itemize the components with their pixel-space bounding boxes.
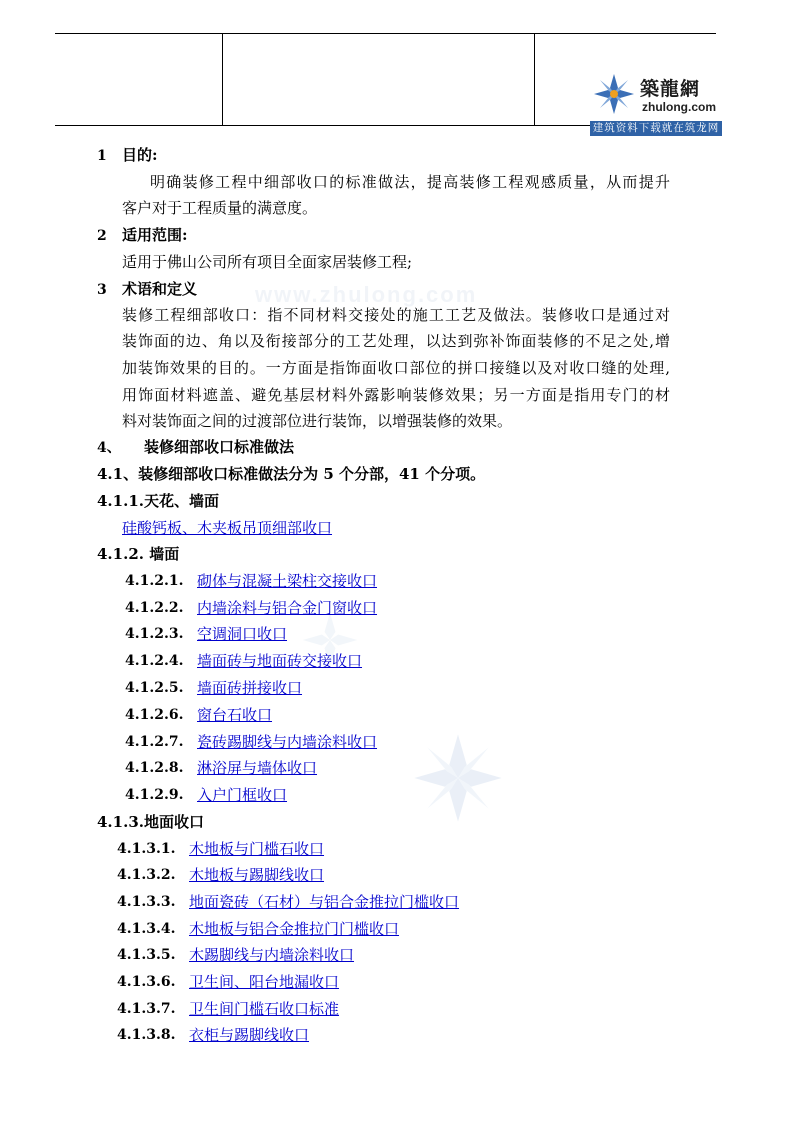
section-1-body-line-1: 明确装修工程中细部收口的标准做法，提高装修工程观感质量，从而提升 [150, 173, 670, 191]
section-2-number: 2 [97, 228, 107, 244]
item-4-1-2-3-number: 4.1.2.3. [125, 626, 184, 642]
item-4-1-2-7-link[interactable]: 瓷砖踢脚线与内墙涂料收口 [197, 733, 378, 751]
item-4-1-2-5-number: 4.1.2.5. [125, 680, 184, 696]
section-4-title: 装修细部收口标准做法 [144, 438, 295, 456]
section-1-title: 目的: [122, 146, 158, 164]
watermark-text: www.zhulong.com [255, 282, 478, 307]
item-4-1-2-8-link[interactable]: 淋浴屏与墙体收口 [197, 759, 318, 777]
section-3-body-line-4: 用饰面材料遮盖、避免基层材料外露影响装修效果；另一方面是指用专门的材 [122, 386, 670, 404]
item-4-1-3-2-link[interactable]: 木地板与踢脚线收口 [189, 866, 325, 884]
section-2-body: 适用于佛山公司所有项目全面家居装修工程; [122, 253, 413, 271]
section-4-number: 4、 [97, 440, 121, 456]
item-4-1-2-2-link[interactable]: 内墙涂料与铝合金门窗收口 [197, 599, 378, 617]
item-4-1-2-3-link[interactable]: 空调洞口收口 [197, 625, 288, 643]
logo-name: 築龍網 [640, 78, 701, 100]
item-4-1-3-7-link[interactable]: 卫生间门槛石收口标准 [189, 1000, 340, 1018]
section-2-title: 适用范围: [122, 226, 188, 244]
item-4-1-2-7-number: 4.1.2.7. [125, 734, 184, 750]
header-table-divider-2 [534, 33, 535, 125]
item-4-1-2-4-link[interactable]: 墙面砖与地面砖交接收口 [197, 652, 363, 670]
item-4-1-3-5-number: 4.1.3.5. [117, 947, 176, 963]
section-1-number: 1 [97, 148, 107, 164]
item-4-1-2-9-number: 4.1.2.9. [125, 787, 184, 803]
item-4-1-3-2-number: 4.1.3.2. [117, 867, 176, 883]
item-4-1-3-6-link[interactable]: 卫生间、阳台地漏收口 [189, 973, 340, 991]
section-1-body-line-2: 客户对于工程质量的满意度。 [122, 199, 318, 217]
section-4-1-2-title: 4.1.2. 墙面 [97, 545, 180, 563]
item-4-1-2-4-number: 4.1.2.4. [125, 653, 184, 669]
logo-domain: zhulong.com [642, 100, 716, 114]
logo-star-icon [592, 72, 636, 116]
header-table-top-border [55, 33, 716, 34]
watermark-star-icon [410, 730, 506, 826]
item-4-1-2-1-link[interactable]: 砌体与混凝土梁柱交接收口 [197, 572, 378, 590]
item-4-1-3-6-number: 4.1.3.6. [117, 974, 176, 990]
item-4-1-2-2-number: 4.1.2.2. [125, 600, 184, 616]
section-3-body-line-2: 装饰面的边、角以及衔接部分的工艺处理，以达到弥补饰面装修的不足之处,增 [122, 332, 670, 350]
section-4-1-heading: 4.1、装修细部收口标准做法分为 5 个分部，41 个分项。 [97, 465, 486, 483]
item-4-1-3-1-link[interactable]: 木地板与门槛石收口 [189, 840, 325, 858]
item-4-1-3-3-link[interactable]: 地面瓷砖（石材）与铝合金推拉门槛收口 [189, 893, 460, 911]
item-4-1-2-5-link[interactable]: 墙面砖拼接收口 [197, 679, 303, 697]
zhulong-logo[interactable] [590, 70, 724, 136]
section-4-1-3-title: 4.1.3.地面收口 [97, 813, 204, 831]
section-3-title: 术语和定义 [122, 280, 198, 298]
item-4-1-3-8-link[interactable]: 衣柜与踢脚线收口 [189, 1026, 310, 1044]
item-4-1-3-5-link[interactable]: 木踢脚线与内墙涂料收口 [189, 946, 355, 964]
section-3-body-line-1: 装修工程细部收口：指不同材料交接处的施工工艺及做法。装修收口是通过对 [122, 306, 670, 324]
item-4-1-2-6-link[interactable]: 窗台石收口 [197, 706, 273, 724]
item-4-1-3-3-number: 4.1.3.3. [117, 894, 176, 910]
item-4-1-2-6-number: 4.1.2.6. [125, 707, 184, 723]
section-3-number: 3 [97, 282, 107, 298]
section-4-1-1-title: 4.1.1.天花、墙面 [97, 492, 219, 510]
item-4-1-2-9-link[interactable]: 入户门框收口 [197, 786, 288, 804]
item-4-1-3-4-number: 4.1.3.4. [117, 921, 176, 937]
item-4-1-2-1-number: 4.1.2.1. [125, 573, 184, 589]
header-table-divider-1 [222, 33, 223, 125]
item-4-1-3-1-number: 4.1.3.1. [117, 841, 176, 857]
item-4-1-3-8-number: 4.1.3.8. [117, 1027, 176, 1043]
section-3-body-line-3: 加装饰效果的目的。一方面是指饰面收口部位的拼口接缝以及对收口缝的处理, [122, 359, 670, 377]
section-3-body-line-5: 料对装饰面之间的过渡部位进行装饰，以增强装修的效果。 [122, 412, 513, 430]
link-ceiling-detail[interactable]: 硅酸钙板、木夹板吊顶细部收口 [122, 519, 333, 537]
item-4-1-3-4-link[interactable]: 木地板与铝合金推拉门门槛收口 [189, 920, 400, 938]
item-4-1-3-7-number: 4.1.3.7. [117, 1001, 176, 1017]
item-4-1-2-8-number: 4.1.2.8. [125, 760, 184, 776]
logo-slogan-bar: 建筑资料下载就在筑龙网 [590, 121, 722, 136]
